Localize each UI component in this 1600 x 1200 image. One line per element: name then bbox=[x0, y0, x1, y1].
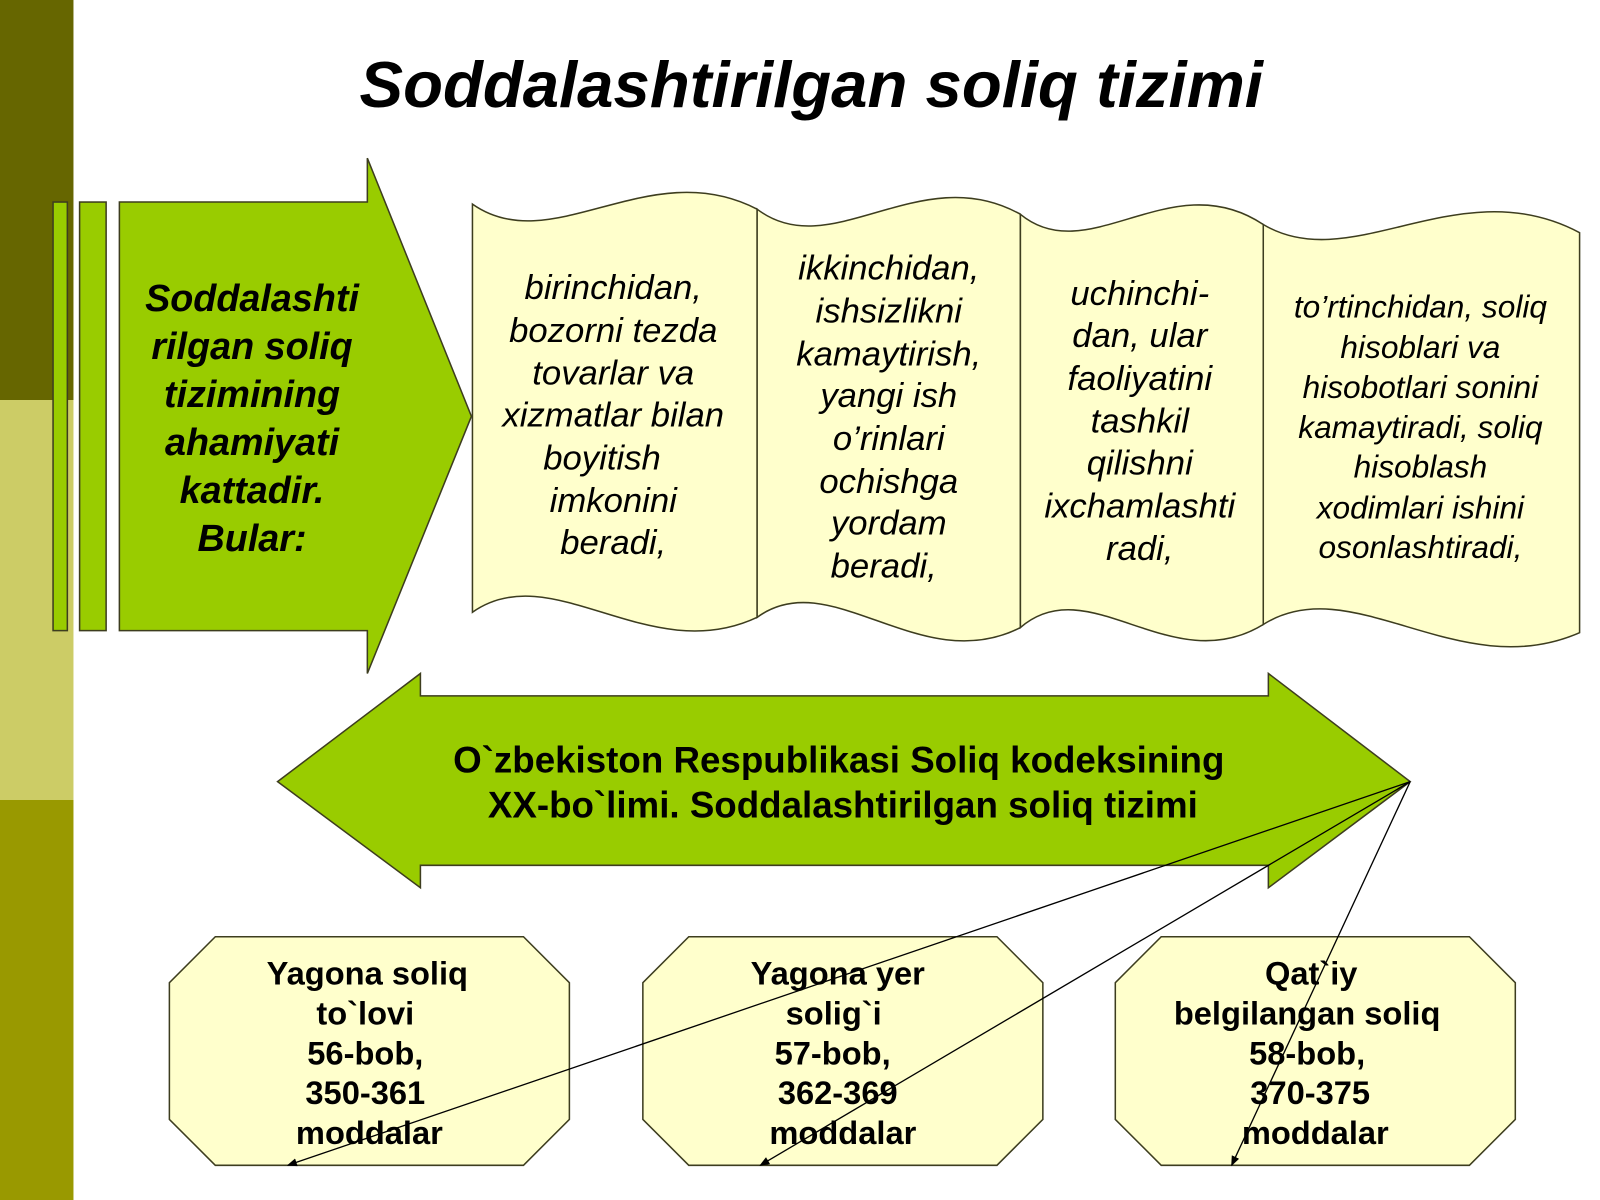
reason-text-line: kamaytiradi, soliq bbox=[1298, 408, 1543, 445]
reason-text-line: radi, bbox=[1106, 530, 1174, 569]
reason-text-line: ochishga bbox=[819, 462, 959, 501]
arrow-stripe-thin bbox=[53, 202, 67, 631]
slide-title: Soddalashtirilgan soliq tizimi bbox=[359, 48, 1263, 122]
reason-text-line: hisobotlari sonini bbox=[1302, 368, 1539, 405]
sidebar-block-bottom bbox=[0, 800, 73, 1200]
arrow-text-line: kattadir. bbox=[179, 469, 325, 512]
reason-text-line: o’rinlari bbox=[832, 420, 945, 458]
tax-code-arrow bbox=[278, 673, 1411, 887]
reason-text-line: ishsizlikni bbox=[815, 292, 963, 331]
reason-text-line: hisoblash bbox=[1353, 448, 1488, 485]
reason-box-4 bbox=[1263, 212, 1579, 647]
reason-text-line: xodimlari ishini bbox=[1316, 489, 1525, 526]
reason-text-line: beradi, bbox=[560, 524, 667, 563]
arrow-text-line: Bular: bbox=[197, 517, 307, 560]
regime-text-line: to`lovi bbox=[316, 994, 415, 1032]
tax-code-text-line: XX-bo`limi. Soddalashtirilgan soliq tizimi bbox=[487, 784, 1198, 826]
regime-text-line: 350-361 bbox=[305, 1074, 426, 1112]
regime-text-line: 362-369 bbox=[777, 1074, 898, 1112]
regime-box-2 bbox=[643, 937, 1043, 1166]
reason-text-line: osonlashtiradi, bbox=[1318, 529, 1523, 566]
reason-text-line: tovarlar va bbox=[532, 354, 695, 393]
tax-code-text-line: O`zbekiston Respublikasi Soliq kodeksining bbox=[453, 739, 1225, 781]
arrow-body bbox=[119, 158, 471, 673]
reason-text-line: imkonini bbox=[549, 482, 677, 521]
arrow-text-line: ahamiyati bbox=[164, 421, 340, 464]
regime-text-line: moddalar bbox=[295, 1113, 443, 1151]
regime-box-1 bbox=[169, 937, 569, 1166]
reason-text-line: ixchamlashti bbox=[1044, 487, 1236, 526]
reason-text-line: uchinchi- bbox=[1070, 275, 1210, 314]
reason-text-line: to’rtinchidan, soliq bbox=[1293, 288, 1547, 325]
reason-text-line: qilishni bbox=[1086, 444, 1193, 483]
regime-text-line: Yagona soliq bbox=[266, 954, 469, 992]
reason-text-line: yangi ish bbox=[820, 377, 958, 416]
reason-text-line: dan, ular bbox=[1072, 316, 1208, 355]
reason-text-line: xizmatlar bilan bbox=[502, 396, 725, 435]
regime-text-line: Qat`iy bbox=[1264, 954, 1358, 992]
reason-box-3 bbox=[1020, 205, 1263, 641]
regime-text-line: 58-bob, bbox=[1249, 1034, 1366, 1072]
reason-text-line: beradi, bbox=[830, 547, 937, 586]
regime-text-line: belgilangan soliq bbox=[1173, 994, 1441, 1032]
reason-text-line: tashkil bbox=[1090, 402, 1189, 441]
reason-text-line: faoliyatini bbox=[1067, 359, 1213, 398]
regime-text-line: moddalar bbox=[1241, 1113, 1389, 1151]
reason-text-line: kamaytirish, bbox=[796, 335, 982, 374]
reason-box-1 bbox=[472, 192, 757, 631]
arrow-text-line: Soddalashti bbox=[145, 277, 360, 320]
regime-text-line: solig`i bbox=[785, 994, 882, 1032]
reason-text-line: yordam bbox=[830, 504, 947, 543]
regime-text-line: 57-bob, bbox=[774, 1034, 891, 1072]
arrow-text-line: rilgan soliq bbox=[151, 325, 353, 368]
reason-text-line: ikkinchidan, bbox=[798, 249, 980, 288]
reason-text-line: boyitish bbox=[543, 439, 661, 478]
regime-text-line: moddalar bbox=[769, 1113, 917, 1151]
reason-box-2 bbox=[757, 197, 1020, 640]
regime-text-line: 370-375 bbox=[1250, 1074, 1371, 1112]
regime-text-line: Yagona yer bbox=[750, 954, 925, 992]
reason-text-line: hisoblari va bbox=[1340, 329, 1501, 366]
arrow-stripe-wide bbox=[80, 202, 107, 631]
importance-arrow bbox=[53, 158, 471, 673]
arrow-text-line: tizimining bbox=[163, 373, 341, 416]
regime-text-line: 56-bob, bbox=[307, 1034, 424, 1072]
regime-box-3 bbox=[1115, 937, 1515, 1166]
reason-text-line: bozorni tezda bbox=[509, 311, 718, 350]
reason-text-line: birinchidan, bbox=[524, 268, 702, 307]
double-arrow-shape bbox=[278, 673, 1411, 887]
